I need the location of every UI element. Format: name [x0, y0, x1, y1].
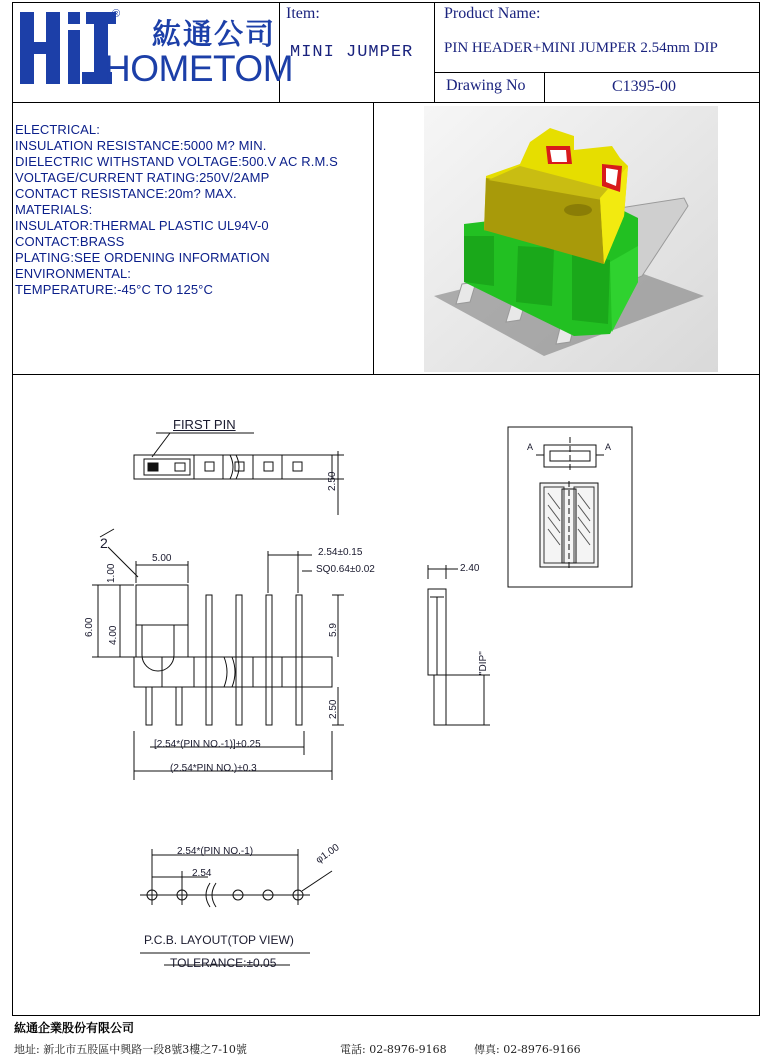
spec-line: MATERIALS: [15, 202, 93, 217]
product-render [424, 106, 718, 372]
technical-drawing [12, 375, 760, 1015]
product-name-value: PIN HEADER+MINI JUMPER 2.54mm DIP [444, 40, 718, 56]
section-a-left: A [527, 442, 534, 452]
pcb-span-label: 2.54*(PIN NO.-1) [177, 846, 254, 857]
spec-line: ELECTRICAL: [15, 122, 100, 137]
drawing-no-divider [544, 72, 545, 102]
spec-line: VOLTAGE/CURRENT RATING:250V/2AMP [15, 170, 270, 185]
drawing-canvas [12, 375, 760, 1015]
footer-company: 紘通企業股份有限公司 [14, 1021, 135, 1035]
spec-line: INSULATION RESISTANCE:5000 M? MIN. [15, 138, 267, 153]
jumper-3d-illustration [424, 106, 718, 372]
footer-fax: 傳真: 02-8976-9166 [474, 1043, 581, 1056]
spec-line: DIELECTRIC WITHSTAND VOLTAGE:500.V AC R.M.S [15, 154, 338, 169]
spec-line: CONTACT RESISTANCE:20m? MAX. [15, 186, 237, 201]
dim-span-total: (2.54*PIN NO.)±0.3 [170, 763, 257, 774]
company-logo [16, 8, 294, 96]
footer-address: 地址: 新北市五股區中興路一段8號3樓之7-10號 [14, 1043, 247, 1056]
dim-top-height: 2.50 [327, 471, 338, 491]
dim-bottom-2-50: 2.50 [328, 699, 339, 719]
pcb-hole-label: φ1.00 [314, 842, 342, 867]
dim-square-pin: SQ0.64±0.02 [316, 564, 375, 575]
specifications-list [15, 122, 338, 298]
dim-width-5: 5.00 [152, 553, 172, 564]
top-view [134, 433, 344, 515]
spec-line: TEMPERATURE:-45°C TO 125°C [15, 282, 213, 297]
pcb-tolerance: TOLERANCE:±0.05 [170, 956, 277, 970]
item-label: Item: [286, 5, 320, 22]
spec-line: PLATING:SEE ORDENING INFORMATION [15, 250, 270, 265]
dim-height-6: 6.00 [84, 617, 95, 637]
item-value: MINI JUMPER [290, 43, 414, 62]
dip-label: "DIP" [478, 651, 489, 675]
registered-mark: ® [112, 8, 121, 20]
dim-height-1: 1.00 [106, 563, 117, 583]
spec-line: CONTACT:BRASS [15, 234, 125, 249]
spec-line: INSULATOR:THERMAL PLASTIC UL94V-0 [15, 218, 269, 233]
pcb-layout-title: P.C.B. LAYOUT(TOP VIEW) [144, 933, 294, 947]
product-name-label: Product Name: [444, 5, 541, 22]
footer-phone: 電話: 02-8976-9168 [340, 1043, 447, 1056]
header-divider [12, 102, 760, 103]
drawing-no-value: C1395-00 [612, 78, 676, 95]
dim-span-n-minus-1: [2.54*(PIN NO.-1)]±0.25 [154, 739, 261, 750]
spec-image-divider [373, 102, 374, 374]
item-divider [434, 2, 435, 102]
logo-chinese-name: 紘通公司 [152, 17, 277, 51]
dim-pin-length: 5.9 [328, 623, 339, 637]
section-a-right: A [605, 442, 612, 452]
product-divider [434, 72, 760, 73]
side-view [428, 565, 490, 725]
callout-number: 2 [100, 535, 108, 551]
pcb-pitch-label: 2.54 [192, 868, 212, 879]
dim-side-width: 2.40 [460, 563, 480, 574]
spec-line: ENVIRONMENTAL: [15, 266, 132, 281]
logo-english-name: HOMETOM [104, 48, 294, 89]
dim-pitch-tolerance: 2.54±0.15 [318, 547, 363, 558]
pcb-layout [140, 849, 332, 965]
drawing-no-label: Drawing No [446, 77, 526, 94]
first-pin-label: FIRST PIN [173, 417, 236, 432]
dim-height-4: 4.00 [108, 625, 119, 645]
